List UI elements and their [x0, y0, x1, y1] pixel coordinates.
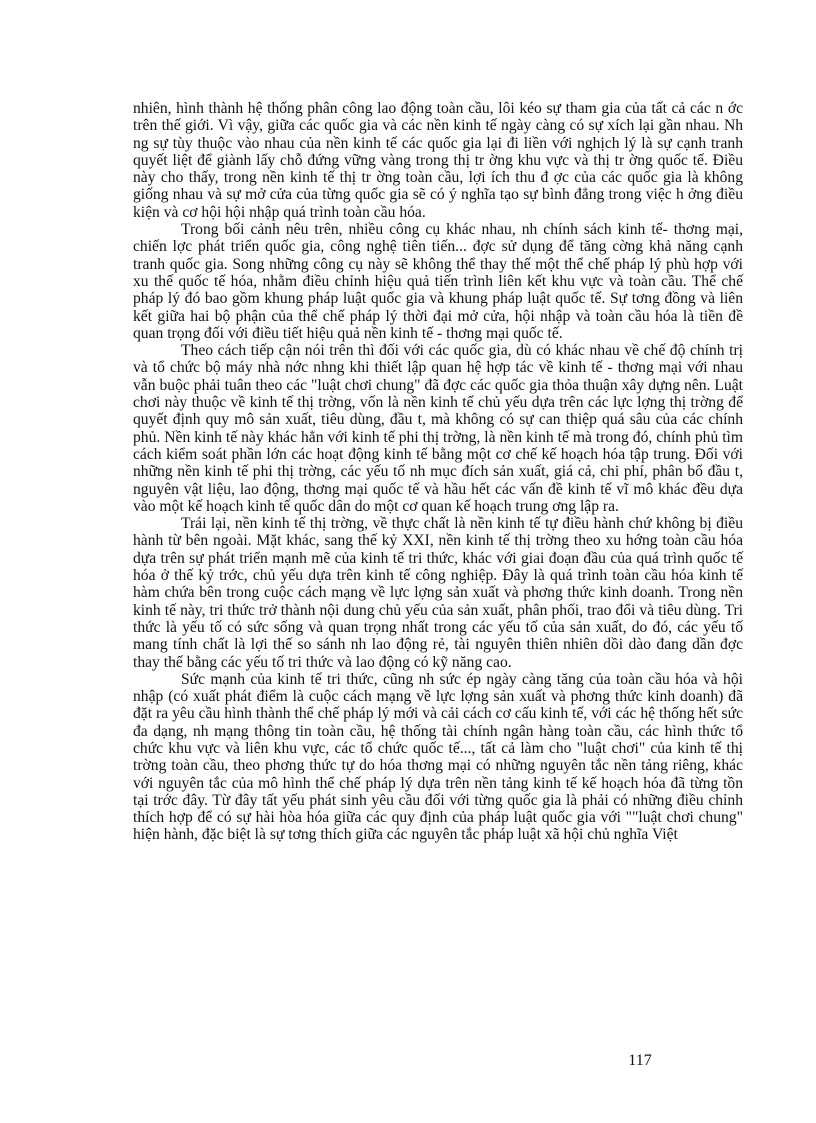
paragraph-rules-of-game: Sức mạnh của kinh tế tri thức, cũng nh sức ép ngày càng tăng của toàn cầu hóa và hội nhập (có xuất phát điểm là cuộc cách mạng về lực lợng sản xuất và phơng thức kinh doanh) đã đặt ra yêu cầu hình thành thể chế pháp lý mới và cải cách cơ cấu kinh tế, với các hệ thống hết sức đa dạng, nh mạng thông tin toàn cầu, hệ thống tài chính ngân hàng toàn cầu, các hình thức tổ chức khu vực và liên khu vực, các tổ chức quốc tế..., tất cả làm cho "luật chơi" của kinh tế thị trờng toàn cầu, theo phơng thức tự do hóa thơng mại có những nguyên tắc nền tảng riêng, khác với nguyên tắc của mô hình thể chế pháp lý dựa trên nền tảng kinh tế kế hoạch hóa đã từng tồn tại trớc đây. Từ đây tất yếu phát sinh yêu cầu đối với từng quốc gia là phải có những điều chỉnh thích hợp để có sự hài hòa hóa giữa các quy định của pháp luật quốc gia với ""luật chơi chung" hiện hành, đặc biệt là sự tơng thích giữa các nguyên tắc pháp luật xã hội chủ nghĩa Việt	[133, 670, 743, 844]
document-body	[133, 100, 743, 844]
paragraph-legal-framework: Trong bối cảnh nêu trên, nhiều công cụ khác nhau, nh chính sách kinh tế- thơng mại, chiến lợc phát triển quốc gia, công nghệ tiên tiến... đợc sử dụng để tăng cờng khả năng cạnh tranh quốc gia. Song những công cụ này sẽ không thể thay thế một thể chế pháp lý phù hợp với xu thế quốc tế hóa, nhằm điều chỉnh hiệu quả tiến trình liên kết khu vực và toàn cầu. Thể chế pháp lý đó bao gồm khung pháp luật quốc gia và khung pháp luật quốc tế. Sự tơng đồng và liên kết giữa hai bộ phận của thể chế pháp lý thời đại mở cửa, hội nhập và toàn cầu hóa là tiền đề quan trọng đối với điều tiết hiệu quả nền kinh tế - thơng mại quốc tế.	[133, 221, 743, 342]
paragraph-knowledge-economy: Trái lại, nền kinh tế thị trờng, về thực chất là nền kinh tế tự điều hành chứ không bị điều hành từ bên ngoài. Mặt khác, sang thế kỷ XXI, nền kinh tế thị trờng theo xu hớng toàn cầu hóa dựa trên sự phát triển mạnh mẽ của kinh tế tri thức, khác với giai đoạn đầu của quá trình quốc tế hóa ở thế kỷ trớc, chủ yếu dựa trên kinh tế công nghiệp. Đây là quá trình toàn cầu hóa kinh tế hàm chứa bên trong cuộc cách mạng về lực lợng sản xuất và phơng thức kinh doanh. Trong nền kinh tế này, tri thức trở thành nội dung chủ yếu của sản xuất, phân phối, trao đổi và tiêu dùng. Tri thức là yếu tố có sức sống và quan trọng nhất trong các yếu tố của sản xuất, do đó, các yếu tố mang tính chất là lợi thế so sánh nh lao động rẻ, tài nguyên thiên nhiên dồi dào đang dần đợc thay thế bằng các yếu tố tri thức và lao động có kỹ năng cao.	[133, 515, 743, 671]
page-number: 117	[628, 1052, 652, 1069]
paragraph-market-economy: Theo cách tiếp cận nói trên thì đối với các quốc gia, dù có khác nhau về chế độ chính trị và tổ chức bộ máy nhà nớc nhng khi thiết lập quan hệ hợp tác về kinh tế - thơng mại với nhau vẫn buộc phải tuân theo các "luật chơi chung" đã đợc các quốc gia thỏa thuận xây dựng nên. Luật chơi này thuộc về kinh tế thị trờng, vốn là nền kinh tế chủ yếu dựa trên các lực lợng thị trờng để quyết định quy mô sản xuất, tiêu dùng, đầu t, mà không có sự can thiệp quá sâu của các chính phủ. Nền kinh tế này khác hẳn với kinh tế phi thị trờng, là nền kinh tế mà trong đó, chính phủ tìm cách kiểm soát phần lớn các hoạt động kinh tế bằng một cơ chế kế hoạch hóa tập trung. Đối với những nền kinh tế phi thị trờng, các yếu tố nh mục đích sản xuất, giá cả, chi phí, phân bổ đầu t, nguyên vật liệu, lao động, thơng mại quốc tế và hầu hết các vấn đề kinh tế vĩ mô khác đều dựa vào một kế hoạch kinh tế quốc dân do một cơ quan kế hoạch trung ơng lập ra.	[133, 342, 743, 515]
paragraph-continuation: nhiên, hình thành hệ thống phân công lao động toàn cầu, lôi kéo sự tham gia của tất cả các n ớc trên thế giới. Vì vậy, giữa các quốc gia và các nền kinh tế ngày càng có sự xích lại gần nhau. Nh ng sự tùy thuộc vào nhau của nền kinh tế các quốc gia lại đi liền với nghịch lý là sự cạnh tranh quyết liệt để giành lấy chỗ đứng vững vàng trong thị tr ờng khu vực và thị tr ờng quốc tế. Điều này cho thấy, trong nền kinh tế thị tr ờng toàn cầu, lợi ích thu đ ợc của các quốc gia là không giống nhau và sự mở cửa của từng quốc gia sẽ có ý nghĩa tạo sự bình đẳng trong việc h ởng điều kiện và cơ hội hội nhập quá trình toàn cầu hóa.	[133, 100, 743, 221]
